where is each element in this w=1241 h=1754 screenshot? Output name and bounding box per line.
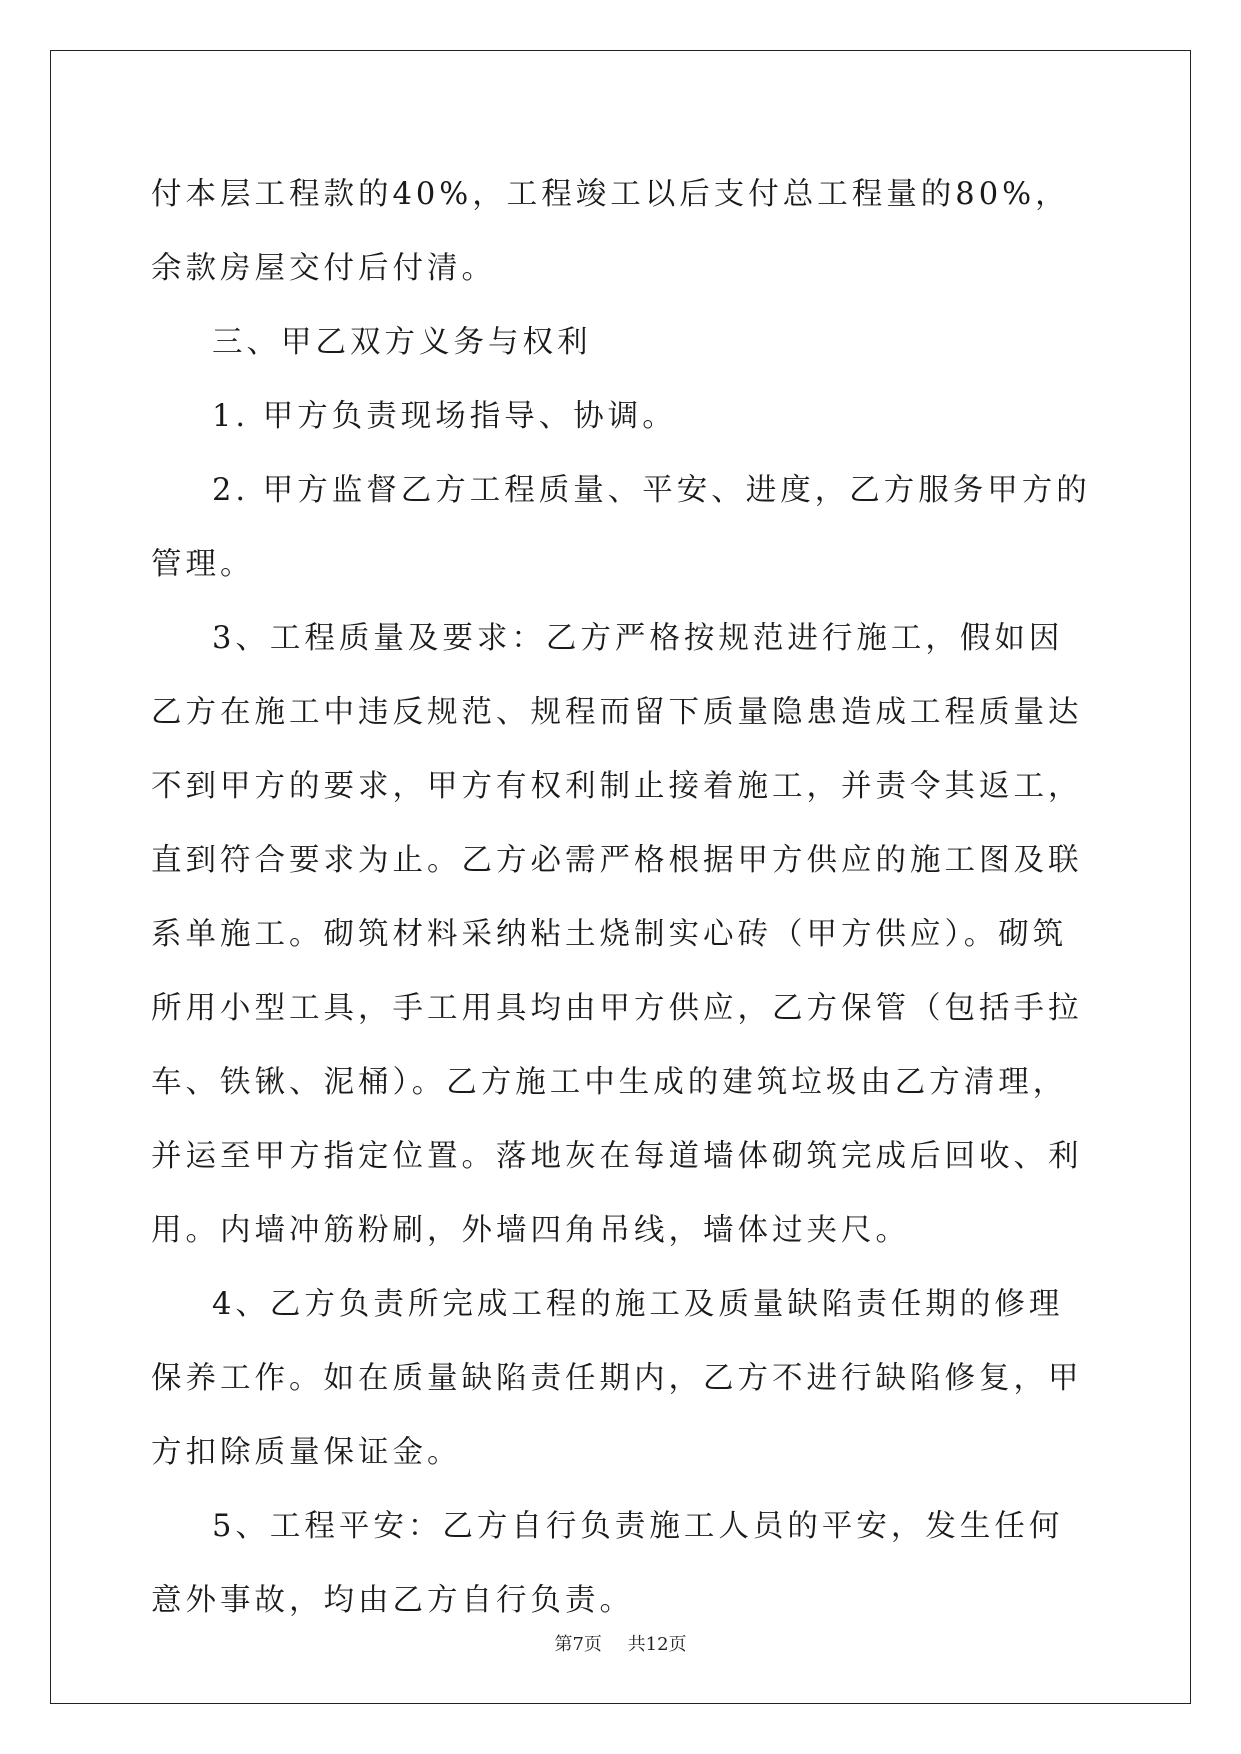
paragraph-item-5: 5、工程平安：乙方自行负责施工人员的平安，发生任何意外事故，均由乙方自行负责。 bbox=[151, 1509, 1064, 1618]
page-number: 第7页 bbox=[554, 1634, 602, 1655]
section-heading-obligations: 三、甲乙双方义务与权利 bbox=[212, 325, 592, 360]
document-body bbox=[151, 158, 1091, 1638]
page-total: 共12页 bbox=[627, 1634, 687, 1655]
paragraph-item-3: 3、工程质量及要求：乙方严格按规范进行施工，假如因乙方在施工中违反规范、规程而留下质量隐患造成工程质量达不到甲方的要求，甲方有权利制止接着施工，并责令其返工，直到符合要求为止。乙方必需严格根据甲方供应的施工图及联系单施工。砌筑材料采纳粘土烧制实心砖（甲方供应）。砌筑所用小型工具，手工用具均由甲方供应，乙方保管（包括手拉车、铁锹、泥桶）。乙方施工中生成的建筑垃圾由乙方清理，并运至甲方指定位置。落地灰在每道墙体砌筑完成后回收、利用。内墙冲筋粉刷，外墙四角吊线，墙体过夹尺。 bbox=[151, 621, 1083, 1248]
paragraph-item-1: 1. 甲方负责现场指导、协调。 bbox=[212, 399, 677, 434]
page-footer bbox=[0, 1630, 1241, 1656]
paragraph-item-4: 4、乙方负责所完成工程的施工及质量缺陷责任期的修理保养工作。如在质量缺陷责任期内，乙方不进行缺陷修复，甲方扣除质量保证金。 bbox=[151, 1287, 1083, 1470]
paragraph-payment-terms: 付本层工程款的40%，工程竣工以后支付总工程量的80%，余款房屋交付后付清。 bbox=[151, 177, 1070, 286]
paragraph-item-2: 2. 甲方监督乙方工程质量、平安、进度，乙方服务甲方的管理。 bbox=[151, 473, 1091, 582]
